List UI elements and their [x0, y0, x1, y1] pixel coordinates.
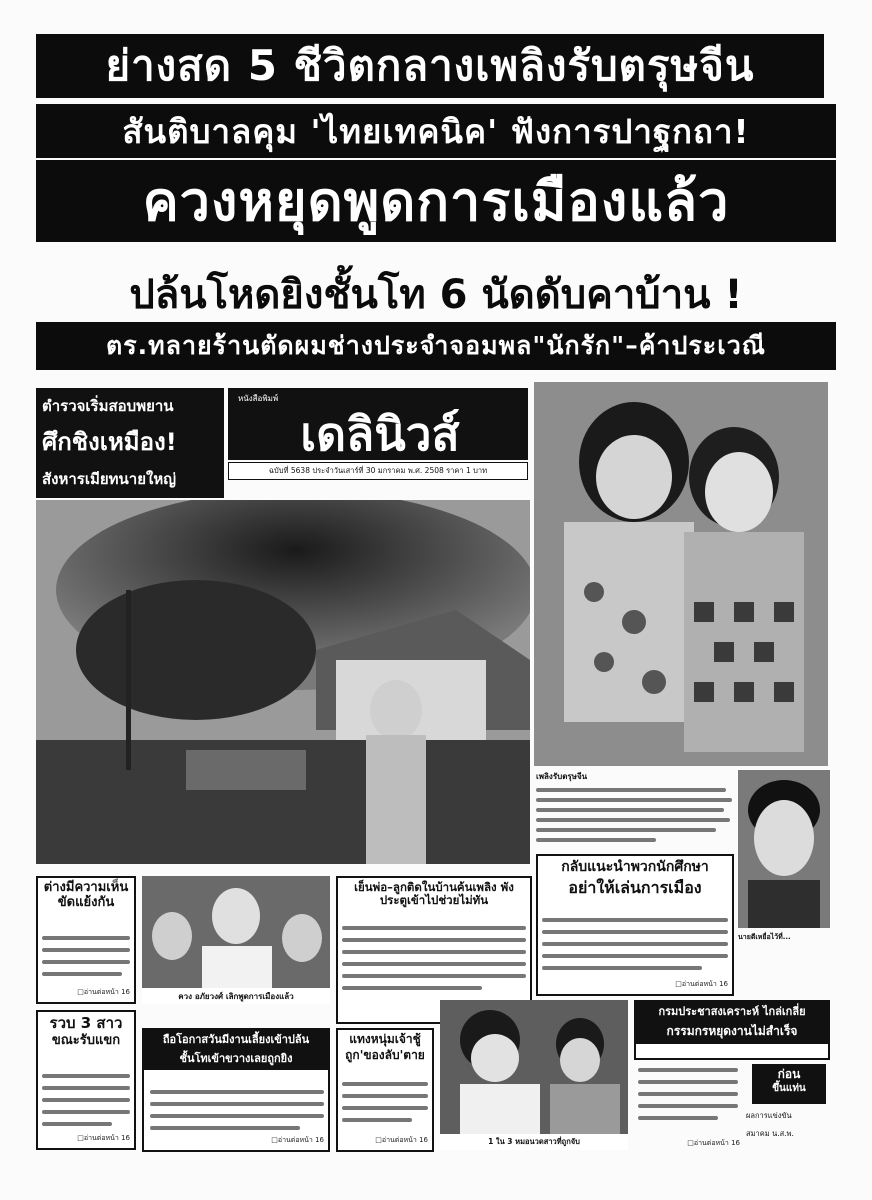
story-a3-head: เย็นพ่อ–ลูกติดในบ้านค้นเพลิง พังประตูเข้าไปช่วยไม่ทัน	[354, 880, 514, 908]
story-a4	[536, 854, 734, 996]
story-a6	[36, 1010, 136, 1150]
fire-photo	[36, 500, 530, 864]
masthead-title: เดลินิวส์	[300, 407, 460, 461]
story-a7-cont[interactable]: □ อ่านต่อหน้า 16	[271, 1135, 324, 1146]
story-a11	[746, 1064, 830, 1154]
story-a10-cont[interactable]: □ อ่านต่อหน้า 16	[634, 1138, 740, 1149]
kuang-photo	[142, 876, 330, 1004]
story-a8-head2: ถูก'ของลับ'ตาย	[345, 1047, 425, 1062]
story-a10-head2: กรรมกรหยุดงานไม่สำเร็จ	[636, 1023, 828, 1045]
story-a10-body	[634, 1064, 744, 1134]
story-a11-head2: ขึ้นแท่น	[772, 1083, 806, 1094]
women-photo	[534, 382, 828, 766]
portrait-photo	[738, 770, 830, 928]
masseuse-photo	[440, 1000, 628, 1150]
story-a7-head: ถือโอกาสวันมีงานเลี้ยงเข้าปล้น	[144, 1030, 328, 1051]
story-a1-cont[interactable]: □ อ่านต่อหน้า 16	[77, 987, 130, 998]
fire-caption: เพลิงรับตรุษจีน	[536, 772, 588, 781]
masseuse-caption: 1 ใน 3 หมอนวดสาวที่ถูกจับ	[440, 1134, 628, 1150]
story-a4-head2: อย่าให้เล่นการเมือง	[568, 878, 702, 898]
masthead-small: หนังสือพิมพ์	[238, 394, 279, 403]
story-a4-cont[interactable]: □ อ่านต่อหน้า 16	[675, 979, 728, 990]
story-a6-head2: ขณะรับแขก	[51, 1033, 121, 1049]
story-a4-head: กลับแนะนำพวกนักศึกษา	[561, 859, 709, 875]
headline-1: ย่างสด 5 ชีวิตกลางเพลิงรับตรุษจีน	[36, 34, 824, 98]
kuang-caption: ควง อภัยวงศ์ เลิกพูดการเมืองแล้ว	[142, 988, 330, 1004]
headline-3: ควงหยุดพูดการเมืองแล้ว	[36, 160, 836, 242]
masseuse-illustration	[440, 1000, 628, 1134]
story-a6-head: รวบ 3 สาว	[49, 1014, 123, 1032]
story-a10	[634, 1000, 830, 1060]
kuang-illustration	[142, 876, 330, 988]
fire-caption-block	[536, 770, 734, 852]
masthead	[228, 388, 528, 460]
story-a6-cont[interactable]: □ อ่านต่อหน้า 16	[77, 1133, 130, 1144]
story-a8-cont[interactable]: □ อ่านต่อหน้า 16	[375, 1135, 428, 1146]
story-a11-line2[interactable]: สมาคม น.ส.พ.	[746, 1129, 794, 1138]
portrait-caption: นายตีเหยื่อไว้ที่...	[738, 933, 791, 941]
story-a1-head: ต่างมีความเห็น ขัดแย้งกัน	[43, 880, 129, 910]
headline-2: สันติบาลคุม 'ไทยเทคนิค' ฟังการปาฐกถา!	[36, 104, 836, 158]
masthead-issue-line: ฉบับที่ 5638 ประจำวันเสาร์ที่ 30 มกราคม พ.ศ. 2508 ราคา 1 บาท	[228, 462, 528, 480]
headline-4: ปล้นโหดยิงชั้นโท 6 นัดดับคาบ้าน !	[129, 272, 743, 318]
story-a11-line1[interactable]: ผลการแข่งขัน	[746, 1111, 792, 1120]
story-a10-head: กรมประชาสงเคราะห์ ไกล่เกลี่ย	[636, 1002, 828, 1023]
story-a8-head: แทงหนุ่มเจ้าชู้	[349, 1032, 421, 1046]
side-teaser-line2: ศึกชิงเหมือง!	[42, 428, 177, 456]
story-a8	[336, 1028, 434, 1152]
story-a1	[36, 876, 136, 1004]
fire-photo-illustration	[36, 500, 530, 864]
story-a7-head2: ชั้นโทเข้าขวางเลยถูกยิง	[144, 1051, 328, 1071]
side-teaser	[36, 388, 224, 498]
headline-5: ตร.ทลายร้านตัดผมช่างประจำจอมพล"นักรัก"–ค้าประเวณี	[36, 322, 836, 370]
side-teaser-line1: ตำรวจเริ่มสอบพยาน	[42, 397, 174, 415]
portrait-illustration	[738, 770, 830, 928]
side-teaser-line3: สังหารเมียทนายใหญ่	[42, 470, 176, 488]
story-a7	[142, 1028, 330, 1152]
women-photo-illustration	[534, 382, 828, 766]
story-a11-head: ก่อน	[777, 1067, 801, 1081]
